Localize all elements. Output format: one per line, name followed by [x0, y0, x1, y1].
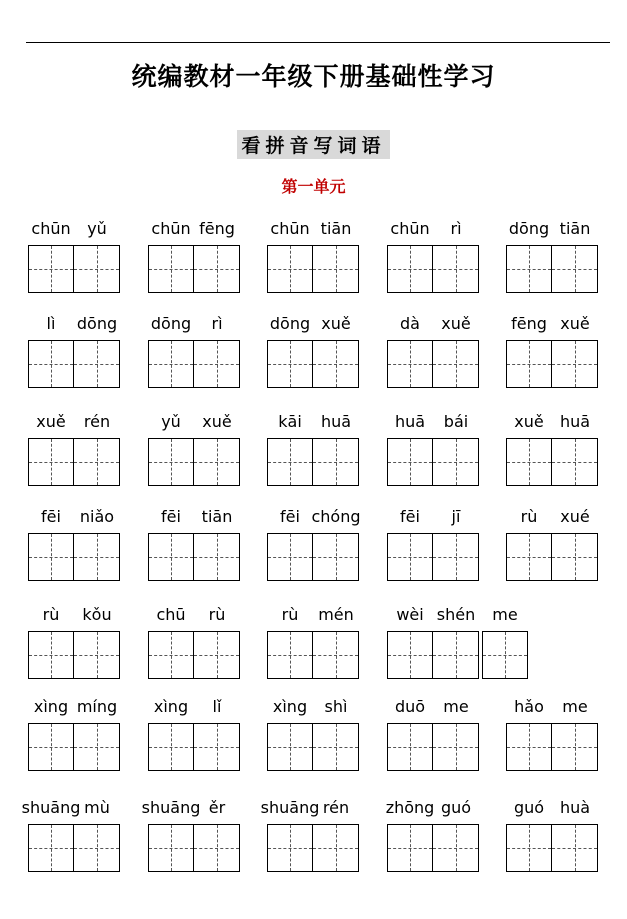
tianzige-box[interactable]	[313, 340, 359, 388]
tianzige-box[interactable]	[433, 438, 479, 486]
pinyin-syllable: rù	[520, 507, 538, 526]
pinyin-line	[387, 314, 479, 334]
tianzige-box[interactable]	[267, 631, 313, 679]
pinyin-syllable: jī	[451, 507, 461, 526]
tianzige-box[interactable]	[387, 533, 433, 581]
pinyin-syllable: fēi	[161, 507, 181, 526]
pinyin-syllable: me	[492, 605, 518, 624]
tianzige-box[interactable]	[387, 824, 433, 872]
pinyin-line	[148, 697, 240, 717]
pinyin-syllable: xìng	[153, 697, 189, 716]
word-item	[267, 314, 359, 394]
pinyin-line	[267, 507, 359, 527]
pinyin-line	[148, 605, 240, 625]
word-item	[28, 605, 120, 685]
pinyin-syllable: fēng	[511, 314, 547, 333]
pinyin-syllable: me	[443, 697, 469, 716]
tianzige-box[interactable]	[28, 824, 74, 872]
tianzige-group	[148, 824, 240, 872]
pinyin-line	[28, 507, 120, 527]
pinyin-line	[21, 798, 120, 818]
tianzige-group	[148, 438, 240, 486]
tianzige-group	[148, 723, 240, 771]
tianzige-box[interactable]	[313, 824, 359, 872]
tianzige-box[interactable]	[74, 438, 120, 486]
pinyin-syllable: xìng	[272, 697, 308, 716]
tianzige-box[interactable]	[313, 723, 359, 771]
pinyin-line	[506, 219, 598, 239]
pinyin-syllable: kāi	[278, 412, 302, 431]
pinyin-syllable: rén	[322, 798, 350, 817]
word-item	[21, 798, 120, 878]
pinyin-syllable: fēi	[400, 507, 420, 526]
tianzige-box[interactable]	[148, 723, 194, 771]
word-item	[267, 219, 359, 299]
pinyin-line	[28, 219, 120, 239]
pinyin-line	[387, 412, 479, 432]
tianzige-box[interactable]	[387, 723, 433, 771]
tianzige-box[interactable]	[148, 824, 194, 872]
tianzige-box[interactable]	[74, 340, 120, 388]
tianzige-box[interactable]	[552, 824, 598, 872]
pinyin-syllable: chūn	[151, 219, 191, 238]
pinyin-line	[387, 798, 479, 818]
pinyin-syllable: ěr	[208, 798, 226, 817]
tianzige-group	[28, 340, 120, 388]
tianzige-box[interactable]	[28, 533, 74, 581]
pinyin-line	[148, 507, 240, 527]
tianzige-box[interactable]	[28, 340, 74, 388]
pinyin-syllable: chūn	[31, 219, 71, 238]
word-item	[387, 314, 479, 394]
tianzige-box[interactable]	[433, 723, 479, 771]
word-item	[506, 314, 598, 394]
pinyin-syllable: huà	[559, 798, 591, 817]
pinyin-line	[387, 219, 479, 239]
pinyin-line	[28, 605, 120, 625]
word-item	[260, 798, 359, 878]
pinyin-line	[387, 697, 479, 717]
pinyin-syllable: lì	[46, 314, 56, 333]
pinyin-syllable: fēi	[280, 507, 300, 526]
tianzige-group	[267, 340, 359, 388]
tianzige-box[interactable]	[552, 245, 598, 293]
word-item	[506, 798, 598, 878]
tianzige-box[interactable]	[74, 533, 120, 581]
pinyin-line	[148, 314, 240, 334]
tianzige-box[interactable]	[552, 723, 598, 771]
tianzige-box[interactable]	[148, 438, 194, 486]
pinyin-line	[267, 219, 359, 239]
pinyin-syllable: dà	[400, 314, 420, 333]
tianzige-group	[28, 631, 120, 679]
word-item	[148, 605, 240, 685]
top-rule	[26, 42, 610, 43]
tianzige-box[interactable]	[267, 438, 313, 486]
pinyin-line	[28, 697, 120, 717]
tianzige-box[interactable]	[194, 723, 240, 771]
unit-heading: 第一单元	[281, 177, 346, 196]
word-item	[387, 697, 479, 777]
tianzige-group	[28, 533, 120, 581]
tianzige-group	[387, 245, 479, 293]
tianzige-group	[28, 723, 120, 771]
pinyin-line	[506, 507, 598, 527]
tianzige-group	[267, 245, 359, 293]
tianzige-group	[387, 340, 479, 388]
word-item	[387, 507, 479, 587]
pinyin-syllable: guó	[513, 798, 545, 817]
word-item	[506, 697, 598, 777]
tianzige-group	[148, 245, 240, 293]
tianzige-box[interactable]	[194, 340, 240, 388]
tianzige-box[interactable]	[387, 340, 433, 388]
tianzige-box[interactable]	[267, 533, 313, 581]
pinyin-syllable: tiān	[201, 507, 233, 526]
pinyin-line	[387, 605, 528, 625]
word-item	[28, 697, 120, 777]
tianzige-box[interactable]	[28, 438, 74, 486]
word-item	[267, 507, 359, 587]
tianzige-box[interactable]	[28, 245, 74, 293]
pinyin-syllable: xuě	[514, 412, 544, 431]
tianzige-box[interactable]	[482, 631, 528, 679]
section-subtitle: 看拼音写词语	[237, 130, 389, 159]
pinyin-line	[267, 697, 359, 717]
word-item	[267, 697, 359, 777]
tianzige-group	[267, 631, 359, 679]
tianzige-box[interactable]	[506, 533, 552, 581]
pinyin-syllable: shuāng	[21, 798, 81, 817]
tianzige-box[interactable]	[194, 438, 240, 486]
pinyin-syllable: xué	[560, 507, 590, 526]
tianzige-box[interactable]	[267, 723, 313, 771]
pinyin-syllable: dōng	[508, 219, 550, 238]
pinyin-line	[506, 412, 598, 432]
word-item	[506, 412, 598, 492]
tianzige-box[interactable]	[387, 438, 433, 486]
word-item	[387, 412, 479, 492]
pinyin-syllable: shén	[436, 605, 476, 624]
word-item	[506, 507, 598, 587]
pinyin-syllable: rù	[42, 605, 60, 624]
tianzige-box[interactable]	[433, 340, 479, 388]
word-item	[28, 314, 120, 394]
pinyin-syllable: shuāng	[141, 798, 201, 817]
pinyin-syllable: guó	[440, 798, 472, 817]
pinyin-syllable: rén	[83, 412, 111, 431]
tianzige-group	[28, 438, 120, 486]
tianzige-box[interactable]	[267, 824, 313, 872]
pinyin-line	[267, 314, 359, 334]
pinyin-syllable: tiān	[559, 219, 591, 238]
pinyin-line	[148, 219, 240, 239]
tianzige-box[interactable]	[313, 245, 359, 293]
word-item	[141, 798, 240, 878]
tianzige-group	[387, 438, 479, 486]
pinyin-syllable: yǔ	[87, 219, 107, 238]
pinyin-line	[267, 605, 359, 625]
pinyin-syllable: huā	[559, 412, 591, 431]
pinyin-syllable: wèi	[396, 605, 424, 624]
pinyin-line	[506, 798, 598, 818]
pinyin-syllable: me	[562, 697, 588, 716]
tianzige-box[interactable]	[552, 533, 598, 581]
pinyin-line	[506, 314, 598, 334]
pinyin-line	[148, 412, 240, 432]
pinyin-syllable: dōng	[150, 314, 192, 333]
tianzige-box[interactable]	[313, 533, 359, 581]
tianzige-group	[387, 824, 479, 872]
pinyin-syllable: mù	[84, 798, 110, 817]
tianzige-box[interactable]	[433, 533, 479, 581]
tianzige-box[interactable]	[148, 340, 194, 388]
pinyin-syllable: hǎo	[514, 697, 544, 716]
word-item	[148, 412, 240, 492]
tianzige-group	[267, 824, 359, 872]
tianzige-box[interactable]	[267, 245, 313, 293]
pinyin-syllable: fēng	[199, 219, 235, 238]
word-item	[28, 219, 120, 299]
tianzige-box[interactable]	[148, 631, 194, 679]
tianzige-group	[387, 533, 479, 581]
tianzige-box[interactable]	[148, 245, 194, 293]
pinyin-line	[387, 507, 479, 527]
pinyin-syllable: mén	[318, 605, 354, 624]
tianzige-group	[148, 533, 240, 581]
word-item	[148, 507, 240, 587]
word-item	[148, 219, 240, 299]
tianzige-box[interactable]	[194, 533, 240, 581]
pinyin-syllable: huā	[320, 412, 352, 431]
pinyin-syllable: xuě	[321, 314, 351, 333]
tianzige-box[interactable]	[74, 631, 120, 679]
pinyin-syllable: rì	[450, 219, 462, 238]
word-item	[148, 697, 240, 777]
pinyin-line	[506, 697, 598, 717]
word-item	[267, 412, 359, 492]
word-item	[267, 605, 359, 685]
tianzige-box[interactable]	[552, 340, 598, 388]
tianzige-group	[267, 438, 359, 486]
tianzige-group	[28, 824, 120, 872]
pinyin-syllable: duō	[394, 697, 426, 716]
tianzige-box[interactable]	[552, 438, 598, 486]
pinyin-syllable: shì	[324, 697, 348, 716]
pinyin-syllable: rù	[208, 605, 226, 624]
pinyin-syllable: yǔ	[161, 412, 181, 431]
pinyin-syllable: fēi	[41, 507, 61, 526]
pinyin-syllable: tiān	[320, 219, 352, 238]
pinyin-syllable: huā	[394, 412, 426, 431]
pinyin-syllable: xuě	[202, 412, 232, 431]
tianzige-group	[506, 245, 598, 293]
pinyin-syllable: míng	[76, 697, 118, 716]
word-item	[387, 219, 479, 299]
pinyin-syllable: rù	[281, 605, 299, 624]
tianzige-box[interactable]	[506, 824, 552, 872]
pinyin-syllable: rì	[211, 314, 223, 333]
tianzige-group	[148, 340, 240, 388]
tianzige-group	[148, 631, 240, 679]
word-item	[506, 219, 598, 299]
pinyin-syllable: xuě	[36, 412, 66, 431]
subtitle-container	[0, 130, 627, 159]
pinyin-line	[28, 412, 120, 432]
pinyin-syllable: shuāng	[260, 798, 320, 817]
pinyin-syllable: kǒu	[82, 605, 112, 624]
tianzige-box[interactable]	[267, 340, 313, 388]
tianzige-box[interactable]	[28, 631, 74, 679]
pinyin-syllable: dōng	[76, 314, 118, 333]
pinyin-syllable: xuě	[441, 314, 471, 333]
pinyin-syllable: zhōng	[385, 798, 435, 817]
tianzige-box[interactable]	[433, 245, 479, 293]
tianzige-box[interactable]	[148, 533, 194, 581]
tianzige-group	[387, 723, 479, 771]
pinyin-line	[260, 798, 359, 818]
tianzige-box[interactable]	[194, 631, 240, 679]
pinyin-syllable: xìng	[33, 697, 69, 716]
tianzige-group	[506, 340, 598, 388]
word-item	[148, 314, 240, 394]
tianzige-box[interactable]	[387, 245, 433, 293]
tianzige-box[interactable]	[506, 340, 552, 388]
tianzige-box[interactable]	[74, 723, 120, 771]
tianzige-box[interactable]	[28, 723, 74, 771]
tianzige-box[interactable]	[506, 245, 552, 293]
pinyin-syllable: bái	[443, 412, 469, 431]
tianzige-box[interactable]	[74, 245, 120, 293]
pinyin-syllable: chūn	[270, 219, 310, 238]
pinyin-syllable: lǐ	[212, 697, 222, 716]
tianzige-group	[506, 533, 598, 581]
tianzige-box[interactable]	[194, 245, 240, 293]
pinyin-syllable: chóng	[311, 507, 361, 526]
tianzige-box[interactable]	[387, 631, 433, 679]
tianzige-group	[267, 533, 359, 581]
page-title: 统编教材一年级下册基础性学习	[131, 62, 496, 91]
tianzige-box[interactable]	[506, 723, 552, 771]
word-item	[387, 605, 528, 685]
pinyin-syllable: chūn	[390, 219, 430, 238]
pinyin-syllable: niǎo	[79, 507, 115, 526]
tianzige-box[interactable]	[433, 631, 479, 679]
tianzige-group	[506, 438, 598, 486]
tianzige-group	[387, 631, 528, 679]
tianzige-box[interactable]	[506, 438, 552, 486]
word-item	[28, 412, 120, 492]
tianzige-box[interactable]	[313, 438, 359, 486]
word-item	[387, 798, 479, 878]
tianzige-box[interactable]	[74, 824, 120, 872]
pinyin-line	[267, 412, 359, 432]
tianzige-box[interactable]	[194, 824, 240, 872]
pinyin-syllable: chū	[156, 605, 186, 624]
pinyin-syllable: xuě	[560, 314, 590, 333]
tianzige-group	[506, 723, 598, 771]
word-item	[28, 507, 120, 587]
tianzige-group	[28, 245, 120, 293]
tianzige-box[interactable]	[433, 824, 479, 872]
tianzige-box[interactable]	[313, 631, 359, 679]
pinyin-syllable: dōng	[269, 314, 311, 333]
tianzige-group	[267, 723, 359, 771]
tianzige-group	[506, 824, 598, 872]
pinyin-line	[141, 798, 240, 818]
pinyin-line	[28, 314, 120, 334]
